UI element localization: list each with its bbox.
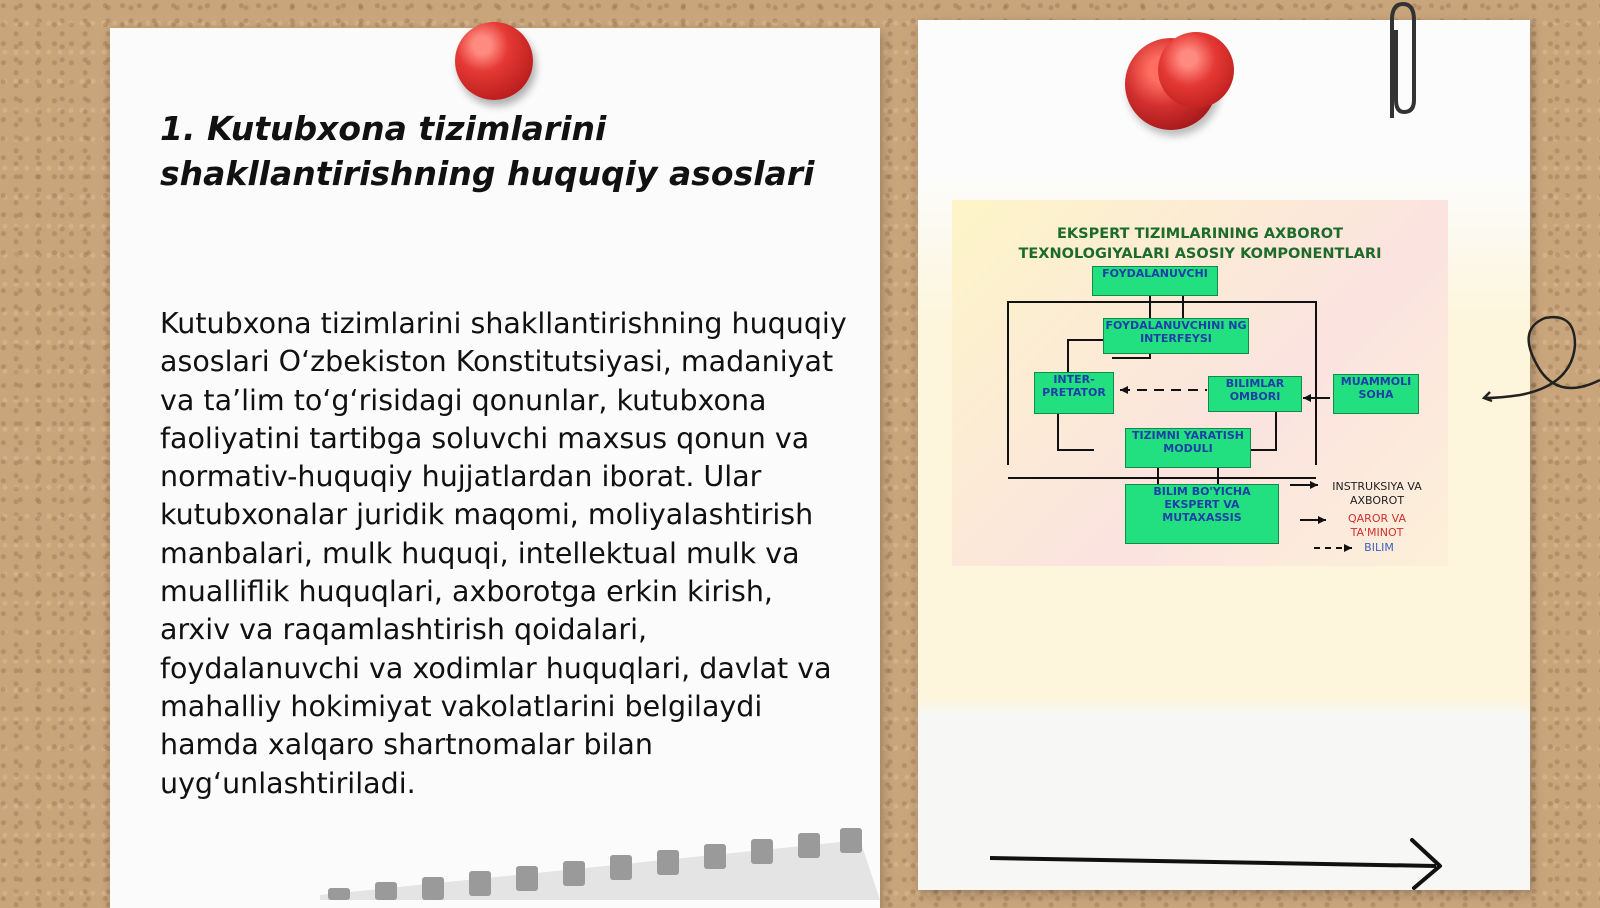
slide-title: 1. Kutubxona tizimlarini shakllantirishning huquqiy asoslari — [160, 109, 815, 193]
diagram-title: EKSPERT TIZIMLARINING AXBOROT TEXNOLOGIYALARI ASOSIY KOMPONENTLARI — [1018, 226, 1382, 262]
box-problem-area: MUAMMOLI SOHA — [1333, 374, 1419, 414]
legend-knowledge: BILIM — [1364, 541, 1394, 554]
legend-instruction: INSTRUKSIYA VA AXBOROT — [1332, 480, 1422, 507]
slide-body-text: Kutubxona tizimlarini shakllantirishning huquqiy asoslari O‘zbekiston Konstitutsiyasi, madaniyat va ta’lim to‘g‘risidagi qonunlar, kutubxona faoliyatini tartibga soluvchi maxsus qonun va normativ-huquqiy hujjatlardan iborat. Ular kutubxonalar juridik maqomi, moliyalashtirish manbalari, mulk huquqi, intellektual mulk va mualliflik huquqlari, axborotga erkin kirish, arxiv va raqamlashtirish qoidalari, foydalanuvchi va xodimlar huquqlari, davlat va mahalliy hokimiyat vakolatlarini belgilaydi hamda xalqaro shartnomalar bilan uyg‘unlashtiriladi. — [160, 307, 847, 800]
legend-decision: QAROR VA TA'MINOT — [1348, 512, 1406, 539]
box-knowledge-expert: BILIM BO'YICHA EKSPERT VA MUTAXASSIS — [1125, 484, 1279, 544]
box-user-interface: FOYDALANUVCHINI NG INTERFEYSI — [1103, 318, 1249, 354]
box-interpreter: INTER-PRETATOR — [1034, 372, 1114, 414]
box-system-creation-module: TIZIMNI YARATISH MODULI — [1125, 428, 1251, 468]
box-knowledge-base: BILIMLAR OMBORI — [1208, 376, 1302, 412]
box-user: FOYDALANUVCHI — [1092, 266, 1218, 296]
